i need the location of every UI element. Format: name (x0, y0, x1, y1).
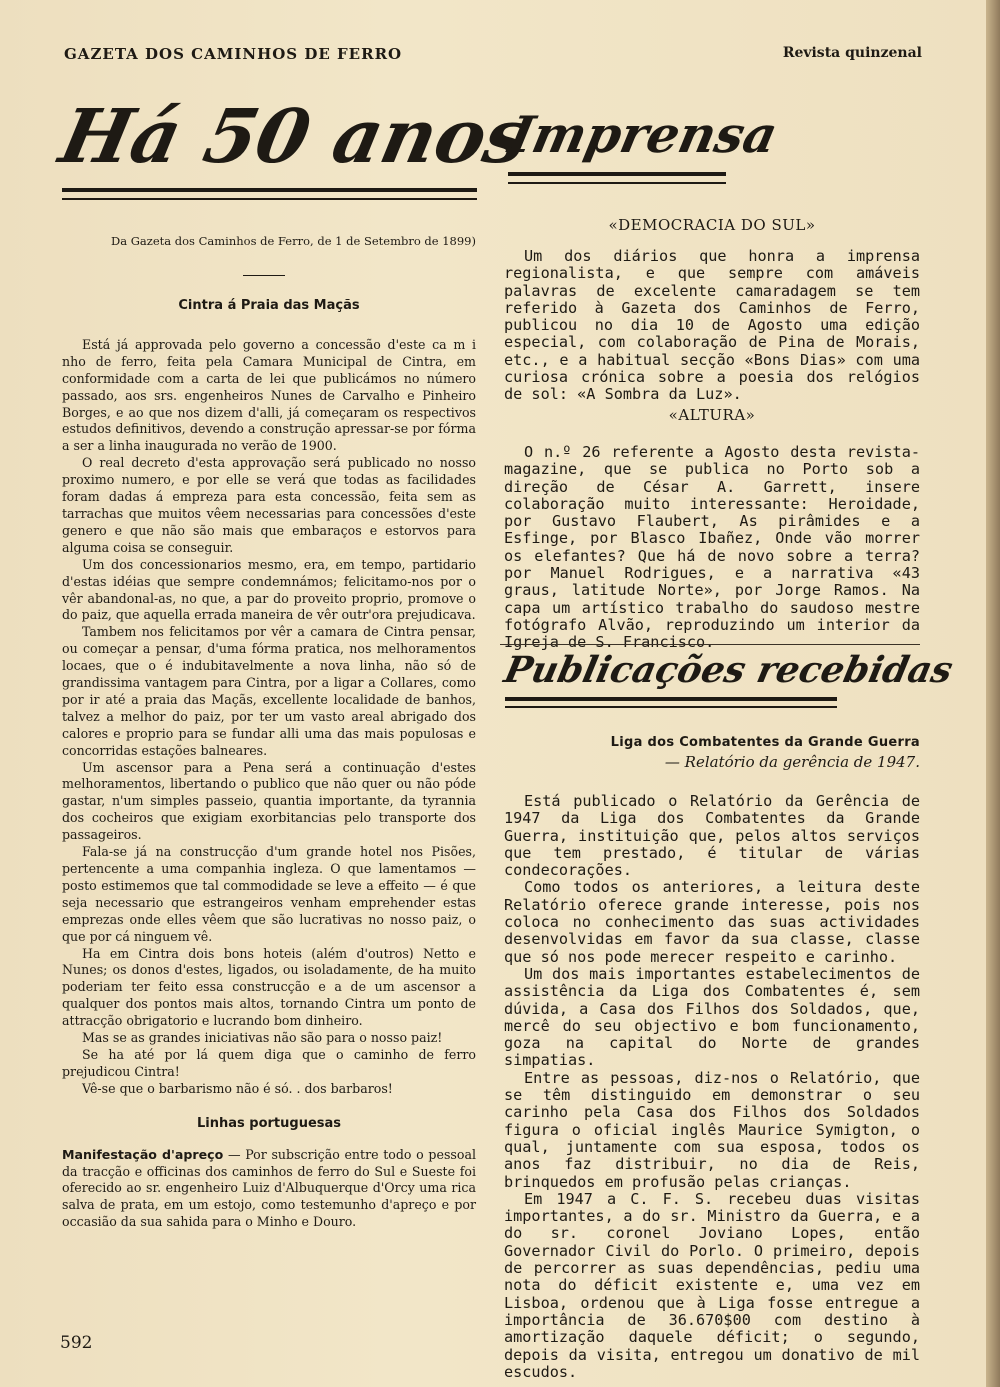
page-number: 592 (60, 1333, 93, 1353)
publication-paragraph: Como todos os anteriores, a leitura deste Relatório oferece grande interesse, pois nos coloca no conhecimento das suas actividades desenvolvidas em favor da sua classe, classe que só nos pode merecer respeito e carinho. (504, 878, 920, 966)
article-body (62, 337, 476, 1098)
manifestacao-paragraph (62, 1147, 476, 1232)
title-rule-thin (62, 198, 477, 200)
manifestacao-text: — Por subscrição entre todo o pessoal da tracção e officinas dos caminhos de ferro do Sul e Sueste foi oferecido ao sr. engenheiro Luiz d'Albuquerque d'Orcy uma rica salva de prata, em um estojo, como testemunho d'apreço e por occasião da sua sahida para o Minho e Douro. (62, 1146, 476, 1230)
running-header-subtitle: Revista quinzenal (782, 45, 922, 61)
article-paragraph: Vê-se que o barbarismo não é só. . dos barbaros! (82, 1080, 393, 1096)
separator-rule (243, 275, 285, 276)
publication-paragraph: Entre as pessoas, diz-nos o Relatório, que se têm distinguido em demonstrar o seu carinho pela Casa dos Filhos dos Soldados figura o oficial inglês Maurice Symigton, o qual, juntamente com sua esposa, todos os anos faz distribuir, no dia de Reis, brinquedos em profusão pelas crianças. (504, 1068, 920, 1191)
article-paragraph: Está já approvada pelo governo a concessão d'este ca m i nho de ferro, feita pela Camara Municipal de Cintra, em conformidade com a carta de lei que publicámos no número passado, aos srs. engenheiros Nunes de Carvalho e Pinheiro Borges, e ao que nos dizem d'alli, já começaram os respectivos estudos definitivos, devendo a construção apressar-se por fórma a ser a linha inaugurada no verão de 1900. (62, 336, 476, 454)
source-note: Da Gazeta dos Caminhos de Ferro, de 1 de Setembro de 1899) (110, 234, 476, 248)
publication-body (504, 793, 920, 1381)
publication-paragraphs (504, 793, 920, 1381)
article-paragraph: Tambem nos felicitamos por vêr a camara de Cintra pensar, ou começar a pensar, d'uma fórma pratica, nos melhoramentos locaes, que o é indubitavelmente a nova linha, não só de grandissima vantagem para Cintra, por a ligar a Collares, como por ir até a praia das Maçãs, excellente localidade de banhos, talvez a melhor do paiz, por ter um vasto areal abrigado dos calores e proprio para se fundar alli uma das mais populosas e concorridas estações balneares. (62, 624, 476, 758)
section-title-ha-50-anos: Há 50 anos (52, 94, 537, 180)
article-heading: Linhas portuguesas (196, 1115, 342, 1131)
press-text: Um dos diários que honra a imprensa regionalista, e que sempre com amáveis palavras de excelente camaradagem se tem referido à Gazeta dos Caminhos de Ferro, publicou no dia 10 de Agosto uma edição especial, com colaboração de Pina de Morais, etc., e a habitual secção «Bons Dias» com uma curiosa crónica sobre a poesia dos relógios de sol: «A Sombra da Luz». (504, 247, 920, 404)
left-column-article (62, 298, 476, 1231)
article-paragraph: Ha em Cintra dois bons hoteis (além d'outros) Netto e Nunes; os donos d'estes, ligados, ou isoladamente, de ha muito poderiam ter feito essa construcção e a de um ascensor a qualquer dos pontos mais altos, tornando Cintra um ponto de attracção obrigatorio e lucrando bom dinheiro. (62, 945, 476, 1029)
press-heading: «ALTURA» (668, 406, 756, 424)
press-text: O n.º 26 referente a Agosto desta revista-magazine, que se publica no Porto sob a direção de César A. Garrett, insere colaboração muito interessante: Heroidade, por Gustavo Flaubert, As pirâmides e a Esfinge, por Blasco Ibañez, Onde vão morrer os elefantes? Que há de novo sobre a terra? por Manuel Rodrigues, e a narrativa «43 graus, latitude Norte», por Jorge Ramos. Na capa um artístico trabalho do saudoso mestre fotógrafo Alvão, reproduzindo um interior da Igreja de S. Francisco. (504, 443, 920, 652)
article-paragraph: Mas se as grandes iniciativas não são para o nosso paiz! (82, 1030, 443, 1046)
title-rule-thin (505, 706, 837, 708)
article-paragraph: Fala-se já na construcção d'um grande hotel nos Pisões, pertencente a uma companhia ingleza. O que lamentamos — posto estimemos que tal commodidade se leve a effeito — é que seja necessario que estrangeiros venham emprehender estas emprezas onde elles vêem que são lucrativas no nosso paiz, o que por cá ninguem vê. (62, 844, 476, 944)
press-paragraph (504, 248, 920, 404)
publication-heading (504, 735, 920, 771)
title-rule-thick (505, 697, 837, 701)
publication-paragraph: Está publicado o Relatório da Gerência de 1947 da Liga dos Combatentes da Grande Guerra, instituição que, pelos altos serviços que tem prestado, é titular de várias condecorações. (504, 792, 920, 880)
title-rule-thick (508, 172, 726, 176)
publication-organization: Liga dos Combatentes da Grande Guerra (610, 735, 920, 750)
section-title-imprensa: Imprensa (503, 105, 783, 164)
page-edge (986, 0, 1000, 1387)
title-rule-thick (62, 188, 477, 192)
title-rule-thin (508, 182, 726, 184)
manifestacao-label: Manifestação d'apreço (62, 1146, 224, 1162)
section-title-publicacoes: Publicações recebidas (500, 649, 957, 691)
running-header-title: GAZETA DOS CAMINHOS DE FERRO (64, 45, 403, 63)
article-paragraph: O real decreto d'esta approvação será publicado no nosso proximo numero, e por elle se verá que todas as facilidades foram dadas á empreza para esta concessão, feita sem as tarrachas que muitos vêem necessarias para concessões d'este genero e que não são mais que embaraços e estorvos para alguma coisa se conseguir. (62, 455, 476, 555)
article-paragraph: Um dos concessionarios mesmo, era, em tempo, partidario d'estas idéias que sempre condemnámos; felicitamo-nos por o vêr abandonal-as, no que, a par do proveito proprio, promove o do paiz, que aquella errada maneira de vêr outr'ora prejudicava. (62, 556, 476, 623)
publication-subtitle: — Relatório da gerência de 1947. (664, 753, 920, 771)
press-heading: «DEMOCRACIA DO SUL» (608, 216, 816, 234)
publication-paragraph: Um dos mais importantes estabelecimentos de assistência da Liga dos Combatentes é, sem dúvida, a Casa dos Filhos dos Soldados, que, mercê do seu objectivo e bom funcionamento, goza na capital do Norte de grandes simpatias. (504, 964, 920, 1070)
article-heading: Cintra á Praia das Maçãs (178, 298, 360, 313)
article-paragraph: Um ascensor para a Pena será a continuação d'estes melhoramentos, libertando o publico que não quer ou não póde gastar, n'um simples passeio, quantia importante, da tyrannia dos cocheiros que exigiam exorbitancias pelo transporte dos passageiros. (62, 759, 476, 843)
article-paragraph: Se ha até por lá quem diga que o caminho de ferro prejudicou Cintra! (62, 1046, 476, 1079)
publication-paragraph: Em 1947 a C. F. S. recebeu duas visitas importantes, a do sr. Ministro da Guerra, e a do sr. coronel Joviano Lopes, então Governador Civil do Porlo. O primeiro, depois de percorrer as suas dependências, pediu uma nota do déficit existente e, uma vez em Lisboa, ordenou que à Liga fosse entregue a importância de 36.670$00 com destino à amortização daquele déficit; o segundo, depois da visita, entregou um donativo de mil escudos. (504, 1189, 920, 1381)
column-divider (500, 644, 920, 645)
press-paragraph (504, 444, 920, 652)
